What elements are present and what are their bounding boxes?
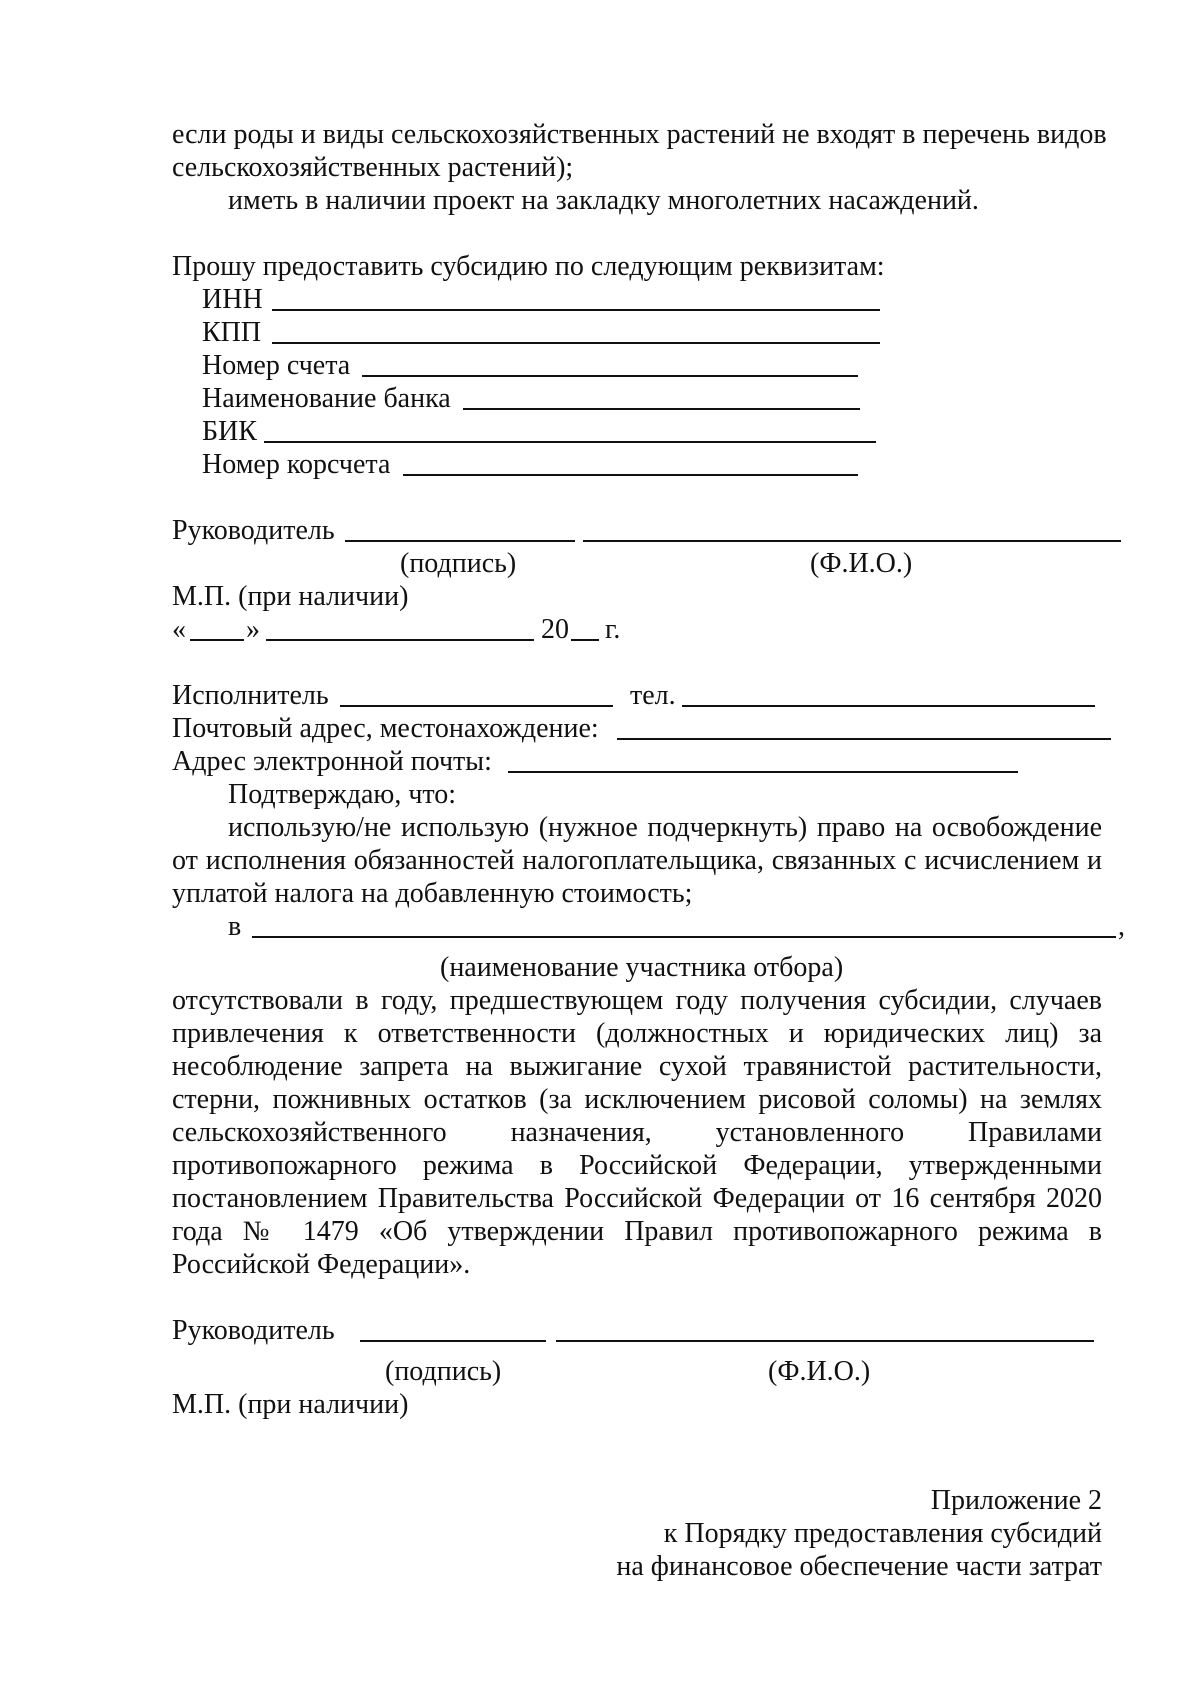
- date-day-field[interactable]: [190, 639, 244, 641]
- appendix-title: Приложение 2: [930, 1485, 1102, 1516]
- date-year-suffix: г.: [605, 614, 621, 645]
- postal-field[interactable]: [617, 738, 1111, 740]
- signature-caption-2: (подпись): [385, 1356, 502, 1387]
- date-year-field[interactable]: [571, 639, 599, 641]
- requisites-heading: Прошу предоставить субсидию по следующим реквизитам:: [172, 251, 885, 282]
- executor-label: Исполнитель: [172, 680, 329, 711]
- bik-label: БИК: [202, 416, 257, 447]
- name-caption-2: (Ф.И.О.): [768, 1356, 871, 1387]
- kpp-field[interactable]: [272, 342, 880, 344]
- head-name-field-2[interactable]: [556, 1340, 1094, 1342]
- corr-account-field[interactable]: [403, 474, 858, 476]
- head-signature-field-2[interactable]: [360, 1340, 546, 1342]
- statement-line-7: постановлением Правительства Российской Федерации от 16 сентября 2020: [172, 1183, 1102, 1214]
- corr-account-label: Номер корсчета: [202, 449, 391, 480]
- vat-line-3: уплатой налога на добавленную стоимость;: [172, 878, 693, 909]
- participant-caption: (наименование участника отбора): [440, 952, 844, 983]
- inn-label: ИНН: [202, 284, 263, 315]
- statement-line-8: года № 1479 «Об утверждении Правил противопожарного режима в: [172, 1216, 1102, 1247]
- statement-line-4: стерни, пожнивных остатков (за исключением рисовой соломы) на землях: [172, 1084, 1102, 1115]
- statement-line-5: сельскохозяйственного назначения, установленного Правилами: [172, 1117, 1102, 1148]
- account-field[interactable]: [362, 375, 858, 377]
- date-month-field[interactable]: [266, 639, 534, 641]
- statement-line-6: противопожарного режима в Российской Федерации, утвержденными: [172, 1150, 1102, 1181]
- statement-line-2: привлечения к ответственности (должностных и юридических лиц) за: [172, 1018, 1102, 1049]
- kpp-label: КПП: [202, 317, 262, 348]
- head-name-field-1[interactable]: [583, 540, 1121, 542]
- bank-label: Наименование банка: [202, 383, 451, 414]
- stamp-label-2: М.П. (при наличии): [172, 1389, 409, 1420]
- executor-field[interactable]: [340, 705, 613, 707]
- participant-prefix: в: [228, 911, 242, 942]
- name-caption-1: (Ф.И.О.): [810, 548, 913, 579]
- participant-field[interactable]: [252, 936, 1116, 938]
- head-label-2: Руководитель: [172, 1315, 335, 1346]
- statement-line-3: несоблюдение запрета на выжигание сухой травянистой растительности,: [172, 1051, 1102, 1082]
- vat-line-1: использую/не использую (нужное подчеркнуть) право на освобождение: [228, 812, 1102, 843]
- signature-caption-1: (подпись): [400, 548, 517, 579]
- statement-line-9: Российской Федерации».: [172, 1249, 471, 1280]
- statement-line-1: отсутствовали в году, предшествующем году получения субсидии, случаев: [172, 985, 1102, 1016]
- intro-line-3: иметь в наличии проект на закладку многолетних насаждений.: [228, 185, 979, 216]
- appendix-line-3: на финансовое обеспечение части затрат: [616, 1551, 1102, 1582]
- stamp-label-1: М.П. (при наличии): [172, 581, 409, 612]
- date-open-quote: «: [172, 614, 186, 645]
- head-label-1: Руководитель: [172, 515, 335, 546]
- confirm-heading: Подтверждаю, что:: [228, 779, 457, 810]
- date-year-prefix: 20: [541, 614, 569, 645]
- account-label: Номер счета: [202, 350, 351, 381]
- intro-line-1: если роды и виды сельскохозяйственных растений не входят в перечень видов: [172, 119, 1107, 150]
- bank-field[interactable]: [463, 408, 860, 410]
- intro-line-2: сельскохозяйственных растений);: [172, 152, 574, 183]
- vat-line-2: от исполнения обязанностей налогоплательщика, связанных с исчислением и: [172, 845, 1102, 876]
- inn-field[interactable]: [272, 309, 880, 311]
- head-signature-field-1[interactable]: [345, 540, 575, 542]
- phone-label: тел.: [630, 680, 676, 711]
- bik-field[interactable]: [264, 441, 876, 443]
- email-field[interactable]: [508, 771, 1018, 773]
- postal-label: Почтовый адрес, местонахождение:: [172, 713, 599, 744]
- phone-field[interactable]: [682, 705, 1095, 707]
- participant-comma: ,: [1118, 911, 1125, 942]
- appendix-line-2: к Порядку предоставления субсидий: [663, 1518, 1102, 1549]
- date-close-quote: »: [246, 614, 260, 645]
- email-label: Адрес электронной почты:: [172, 746, 492, 777]
